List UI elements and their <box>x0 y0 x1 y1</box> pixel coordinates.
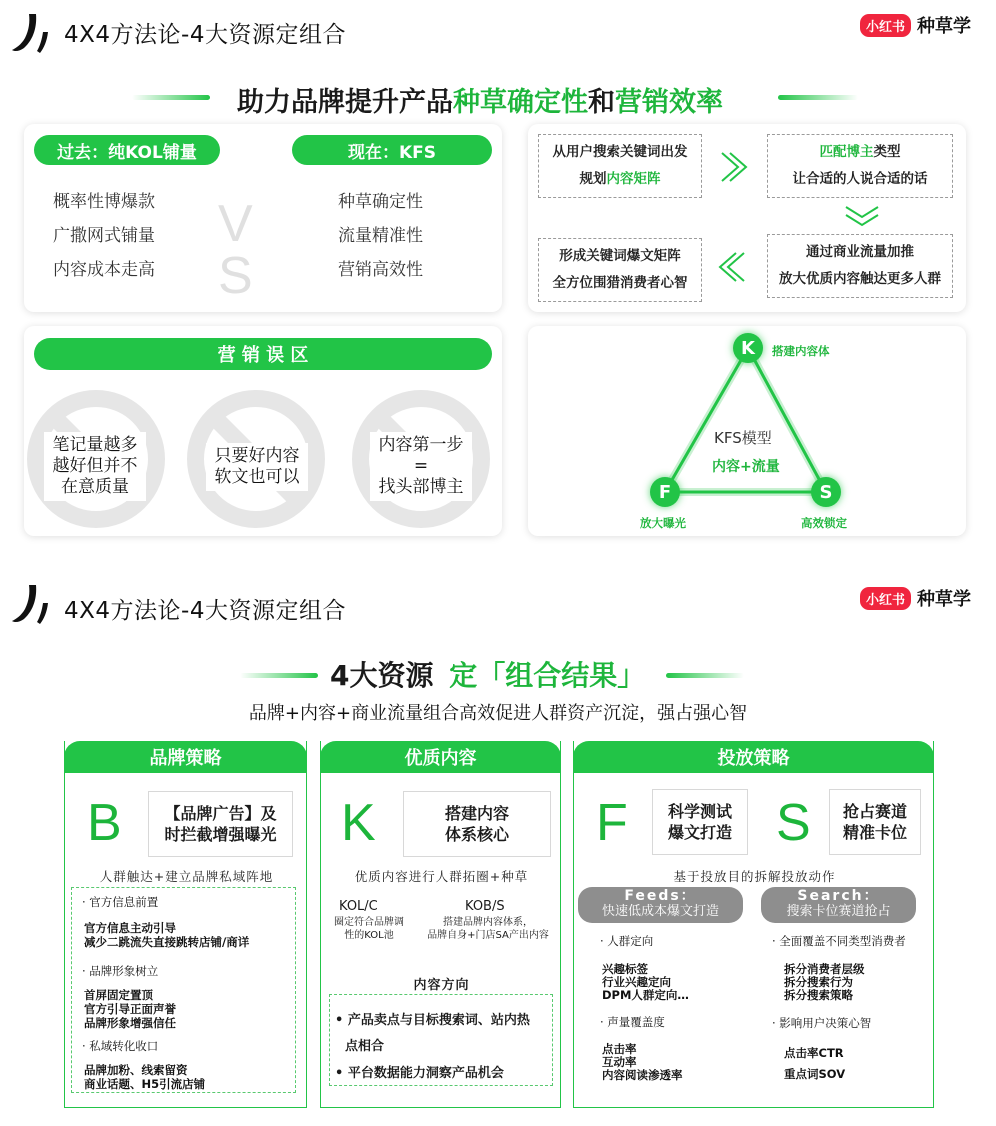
search-pill <box>761 887 916 923</box>
kfs-label-f: 放大曝光 <box>640 516 686 530</box>
now-item: 流量精准性 <box>338 226 423 246</box>
vs-s-letter: S <box>218 247 253 305</box>
flow-box-1 <box>538 134 702 198</box>
brand-badge: 小红书 <box>860 587 911 610</box>
banner-part-3: 和 <box>588 87 615 118</box>
direction-bullet-1b: 点相合 <box>345 1039 385 1054</box>
feeds-detail: 点击率 <box>602 1042 637 1056</box>
letter-k: K <box>341 794 376 852</box>
search-detail: 拆分消费者层级 <box>784 962 865 976</box>
past-pill: 过去：纯KOL铺量 <box>34 135 220 165</box>
brand-detail: 商业话题、H5引流店铺 <box>84 1077 206 1091</box>
callout-line: 搭建内容 <box>444 804 509 823</box>
content-direction-title: 内容方向 <box>413 978 470 993</box>
desc-line: 品牌自身+门店SA产出内容 <box>427 930 549 941</box>
feeds-bullet-2: · 声量覆盖度 <box>600 1015 665 1029</box>
flow-box-2-line-1 <box>768 139 952 166</box>
subtitle: 品牌+内容+商业流量组合高效促进人群资产沉淀，强占强心智 <box>248 703 748 724</box>
now-item: 营销高效性 <box>338 260 423 280</box>
flow-card <box>528 124 966 312</box>
desc-line: 性的KOL池 <box>344 930 394 941</box>
brand-detail: 官方引导正面声誉 <box>84 1002 176 1016</box>
callout-line: 【品牌广告】及 <box>164 804 277 823</box>
brand-callout <box>148 791 293 857</box>
pill-line: 搜索卡位赛道抢占 <box>786 904 891 919</box>
kfs-label-s: 高效锁定 <box>801 516 847 530</box>
xiaohongshu-brand <box>860 585 971 611</box>
banner-line-right <box>778 95 858 100</box>
now-pill: 现在：KFS <box>292 135 492 165</box>
banner-part-1: 助力品牌提升产品 <box>237 87 453 118</box>
vs-v-letter: V <box>218 195 253 253</box>
search-bullet-1: · 全面覆盖不同类型消费者 <box>772 934 906 948</box>
callout-line: 爆文打造 <box>667 823 732 842</box>
banner-part-2: 定「组合结果」 <box>449 659 646 692</box>
past-item: 概率性博爆款 <box>53 192 155 212</box>
callout-line: 时拦截增强曝光 <box>164 825 277 844</box>
past-item: 内容成本走高 <box>53 260 155 280</box>
feeds-bullet-1: · 人群定向 <box>600 934 654 948</box>
feeds-callout <box>652 789 748 855</box>
pill-line: 快速低成本爆文打造 <box>601 904 719 919</box>
kfs-formula: 内容+流量 <box>712 459 780 475</box>
flow-box-1-line-1: 从用户搜索关键词出发 <box>552 144 688 160</box>
arrow-left-icon <box>718 250 748 284</box>
brand-strategy-column <box>64 741 307 1108</box>
callout-line: 科学测试 <box>667 802 732 821</box>
mistake-1-text <box>44 432 146 501</box>
mistakes-title-pill: 营 销 误 区 <box>34 338 492 370</box>
brand-slash-logo <box>10 583 54 627</box>
page-header-title: 4X4方法论-4大资源定组合 <box>64 22 346 48</box>
kfs-model-title: KFS模型 <box>714 429 772 447</box>
pill-line: Feeds： <box>624 888 697 904</box>
mistake-3-text <box>370 432 472 501</box>
now-item: 种草确定性 <box>338 192 423 212</box>
direction-bullet-1a: • 产品卖点与目标搜索词、站内热 <box>335 1013 530 1028</box>
brand-slash-logo <box>10 12 54 56</box>
mistake-line: 越好但并不 <box>52 456 138 476</box>
brand-subtitle: 人群触达+建立品牌私域阵地 <box>99 869 274 884</box>
mistakes-card <box>24 326 502 536</box>
kfs-model-card <box>528 326 966 536</box>
mistake-line: 软文也可以 <box>214 467 300 487</box>
search-detail: 点击率CTR <box>784 1046 844 1060</box>
content-callout <box>403 791 551 857</box>
brand-details-box <box>71 887 296 1093</box>
quality-content-header: 优质内容 <box>320 741 561 773</box>
kfs-label-k: 搭建内容体 <box>772 344 830 358</box>
flow-box-3-line-1: 通过商业流量加推 <box>806 244 914 260</box>
kfs-node-s: S <box>811 477 841 507</box>
ad-strategy-column <box>573 741 934 1108</box>
xiaohongshu-brand <box>860 12 971 38</box>
kfs-node-k: K <box>733 333 763 363</box>
letter-b: B <box>87 794 122 852</box>
flow-highlight: 匹配博主 <box>819 144 874 160</box>
brand-detail: 品牌形象增强信任 <box>84 1016 176 1030</box>
page-header-title: 4X4方法论-4大资源定组合 <box>64 598 346 624</box>
mistake-line: 内容第一步 <box>378 435 464 455</box>
brand-text: 种草学 <box>917 16 972 37</box>
brand-detail: 官方信息主动引导 <box>84 921 176 935</box>
brand-bullet-2: · 品牌形象树立 <box>82 964 159 978</box>
letter-s: S <box>776 794 811 852</box>
callout-line: 抢占赛道 <box>842 802 907 821</box>
search-callout <box>829 789 921 855</box>
banner-part-2: 种草确定性 <box>453 87 588 118</box>
now-list <box>338 185 423 287</box>
feeds-detail: 兴趣标签 <box>602 962 648 976</box>
vs-card <box>24 124 502 312</box>
kobs-desc <box>417 916 559 942</box>
past-item: 广撒网式铺量 <box>53 226 155 246</box>
kfs-node-f: F <box>650 477 680 507</box>
flow-box-4-line-1: 形成关键词爆文矩阵 <box>559 248 681 264</box>
mistake-line: 在意质量 <box>61 477 129 497</box>
ad-strategy-header: 投放策略 <box>573 741 934 773</box>
banner-part-1: 4大资源 <box>330 659 434 692</box>
brand-detail: 首屏固定置顶 <box>84 988 153 1002</box>
search-detail: 拆分搜索策略 <box>784 988 853 1002</box>
flow-box-4-line-2: 全方位围猎消费者心智 <box>552 275 688 291</box>
mistake-line: 找头部博主 <box>378 477 464 497</box>
flow-box-4 <box>538 238 702 302</box>
brand-bullet-1: · 官方信息前置 <box>82 895 159 909</box>
search-detail: 重点词SOV <box>784 1067 846 1081</box>
banner-title <box>330 654 645 694</box>
desc-line: 搭建品牌内容体系， <box>443 917 533 928</box>
callout-line: 精准卡位 <box>842 823 907 842</box>
arrow-down-icon <box>844 204 880 230</box>
brand-detail: 减少二跳流失直接跳转店铺/商详 <box>84 935 250 949</box>
brand-badge: 小红书 <box>860 14 911 37</box>
desc-line: 圈定符合品牌调 <box>334 917 404 928</box>
brand-text: 种草学 <box>917 589 972 610</box>
direction-bullet-2: • 平台数据能力洞察产品机会 <box>335 1066 504 1081</box>
feeds-detail: 行业兴趣定向 <box>602 975 671 989</box>
arrow-right-icon <box>718 150 748 184</box>
brand-strategy-header: 品牌策略 <box>64 741 307 773</box>
banner-line-left <box>132 95 210 100</box>
pill-line: Search： <box>797 888 880 904</box>
flow-highlight: 内容矩阵 <box>606 171 661 187</box>
mistake-line: 笔记量越多 <box>52 435 138 455</box>
search-detail: 拆分搜索行为 <box>784 975 853 989</box>
content-subtitle: 优质内容进行人群拓圈+种草 <box>354 869 529 884</box>
brand-bullet-3: · 私域转化收口 <box>82 1039 159 1053</box>
flow-box-2 <box>767 134 953 198</box>
content-direction-box <box>329 994 553 1086</box>
flow-box-2-line-2: 让合适的人说合适的话 <box>792 171 928 187</box>
feeds-detail: 互动率 <box>602 1055 637 1069</box>
feeds-detail: DPM人群定向… <box>602 988 689 1002</box>
banner-line-right <box>666 673 744 678</box>
flow-box-3 <box>767 234 953 298</box>
banner-part-4: 营销效率 <box>615 87 723 118</box>
past-list <box>53 185 155 287</box>
kolc-label: KOL/C <box>339 899 378 914</box>
flow-box-3-line-2: 放大优质内容触达更多人群 <box>779 271 941 287</box>
search-bullet-2: · 影响用户决策心智 <box>772 1016 872 1030</box>
banner-line-left <box>240 673 318 678</box>
banner-title <box>237 80 723 119</box>
kolc-desc <box>329 916 409 942</box>
mistake-2-text <box>206 443 308 491</box>
feeds-pill <box>578 887 743 923</box>
flow-box-1-line-2 <box>539 166 701 193</box>
feeds-detail: 内容阅读渗透率 <box>602 1068 683 1082</box>
brand-detail: 品牌加粉、线索留资 <box>84 1063 188 1077</box>
mistake-line: 只要好内容 <box>214 446 300 466</box>
flow-text: 类型 <box>873 144 901 160</box>
quality-content-column <box>320 741 561 1108</box>
ad-subtitle: 基于投放目的拆解投放动作 <box>673 869 836 884</box>
flow-text: 规划 <box>579 171 607 187</box>
callout-line: 体系核心 <box>444 825 509 844</box>
mistake-line: = <box>413 456 429 476</box>
kobs-label: KOB/S <box>465 899 505 914</box>
letter-f: F <box>596 794 628 852</box>
